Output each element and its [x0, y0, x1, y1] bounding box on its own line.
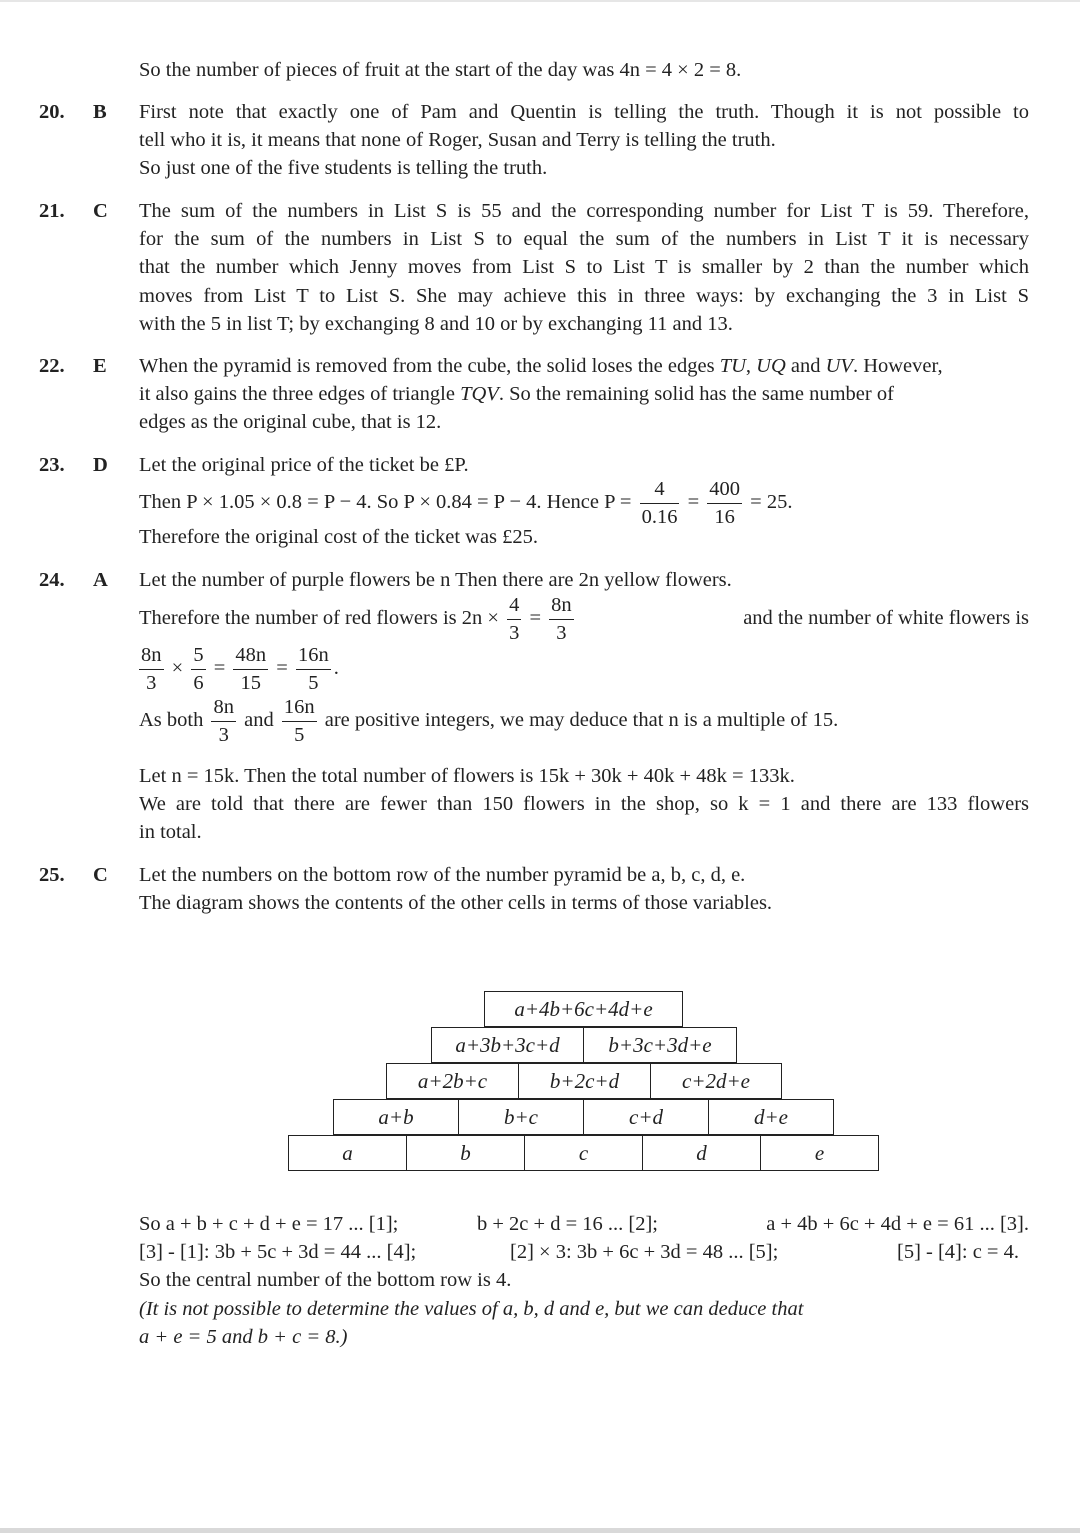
q25-number: 25.: [39, 864, 65, 886]
pyramid-row4-cell-1: a+3b+3c+d: [431, 1027, 584, 1063]
pyramid-row3-cell-2: b+2c+d: [518, 1063, 651, 1099]
edge-tu: TU: [719, 355, 746, 377]
q21-line-3: that the number which Jenny moves from List S to List T is smaller by 2 than the number which: [139, 256, 1029, 278]
q25-equations-2: [3] - [1]: 3b + 5c + 3d = 44 ... [4]; [2] × 3: 3b + 6c + 3d = 48 ... [5]; [5] - [4]: c = 4.: [139, 1241, 1019, 1263]
q24-line-4: As both $\frac{8n}{3}$ and $\frac{16n}{5}$ are positive integers, we may deduce that n is a multiple of 15.: [139, 696, 839, 746]
q20-line-1: First note that exactly one of Pam and Quentin is telling the truth. Though it is not possible to: [139, 101, 1029, 123]
q24-line-7: in total.: [139, 821, 202, 843]
fraction-400-over-16: $\frac{400}{16}$: [709, 478, 741, 528]
q20-line-2: tell who it is, it means that none of Roger, Susan and Terry is telling the truth.: [139, 129, 776, 151]
pyramid-row3-cell-1: a+2b+c: [386, 1063, 519, 1099]
fraction-16n-over-5: $\frac{16n}{5}$: [297, 644, 329, 694]
pyramid-row1-cell-b: b: [406, 1135, 525, 1171]
intro-line: So the number of pieces of fruit at the start of the day was 4n = 4 × 2 = 8.: [139, 59, 742, 81]
q20-line-3: So just one of the five students is telling the truth.: [139, 157, 548, 179]
edge-uv: UV: [825, 355, 853, 377]
fraction-8n-over-3: $\frac{8n}{3}$: [551, 594, 572, 644]
q21-line-2: for the sum of the numbers in List S to equal the sum of the numbers in List T it is necessary: [139, 228, 1029, 250]
q23-line-2: Then P × 1.05 × 0.8 = P − 4. So P × 0.84 = P − 4. Hence P = $\frac{4}{0.16}$ = $\frac{400}{16}$ = 25.: [139, 478, 793, 528]
fraction-5-over-6: $\frac{5}{6}$: [193, 644, 204, 694]
q25-equations-1: So a + b + c + d + e = 17 ... [1]; b + 2c + d = 16 ... [2]; a + 4b + 6c + 4d + e = 61 ... [3].: [139, 1213, 1029, 1235]
q25-line-3: So the central number of the bottom row is 4.: [139, 1269, 512, 1291]
pyramid-row2-cell-3: c+d: [583, 1099, 709, 1135]
q24-number: 24.: [39, 569, 65, 591]
q25-note-2: a + e = 5 and b + c = 8.): [139, 1326, 348, 1348]
q22-answer: E: [93, 355, 107, 377]
q23-line-1: Let the original price of the ticket be £P.: [139, 454, 469, 476]
fraction-4-over-3: $\frac{4}{3}$: [509, 594, 520, 644]
q25-line-2: The diagram shows the contents of the other cells in terms of those variables.: [139, 892, 773, 914]
q24-line-6: We are told that there are fewer than 150 flowers in the shop, so k = 1 and there are 133 flowers: [139, 793, 1029, 815]
q20-answer: B: [93, 101, 107, 123]
pyramid-row2-cell-2: b+c: [458, 1099, 584, 1135]
fraction-16n-over-5b: $\frac{16n}{5}$: [283, 696, 315, 746]
q22-number: 22.: [39, 355, 65, 377]
pyramid-row1-cell-c: c: [524, 1135, 643, 1171]
q23-number: 23.: [39, 454, 65, 476]
q24-line-1: Let the number of purple flowers be n Then there are 2n yellow flowers.: [139, 569, 732, 591]
pyramid-row2-cell-4: d+e: [708, 1099, 834, 1135]
page-top-border: [0, 0, 1080, 2]
triangle-tqv: TQV: [460, 383, 499, 405]
q22-line-3: edges as the original cube, that is 12.: [139, 411, 442, 433]
pyramid-row1-cell-e: e: [760, 1135, 879, 1171]
fraction-48n-over-15: $\frac{48n}{15}$: [235, 644, 267, 694]
q21-line-5: with the 5 in list T; by exchanging 8 and 10 or by exchanging 11 and 13.: [139, 313, 733, 335]
q25-answer: C: [93, 864, 108, 886]
q24-line-3: $\frac{8n}{3}$ × $\frac{5}{6}$ = $\frac{48n}{15}$ = $\frac{16n}{5}$ .: [141, 644, 339, 694]
q24-answer: A: [93, 569, 108, 591]
q22-line-2: it also gains the three edges of triangle TQV. So the remaining solid has the same number of: [139, 383, 894, 405]
fraction-8n-over-3b: $\frac{8n}{3}$: [141, 644, 162, 694]
pyramid-row1-cell-a: a: [288, 1135, 407, 1171]
q21-answer: C: [93, 200, 108, 222]
edge-uq: UQ: [756, 355, 786, 377]
q21-line-1: The sum of the numbers in List S is 55 and the corresponding number for List T is 59. Therefore,: [139, 200, 1029, 222]
q24-line-2: Therefore the number of red flowers is 2n × $\frac{4}{3}$ = $\frac{8n}{3}$ and the number of white flowers is: [139, 594, 1029, 644]
q22-line-1: When the pyramid is removed from the cube, the solid loses the edges TU, UQ and UV. However,: [139, 355, 943, 377]
q21-line-4: moves from List T to List S. She may achieve this in three ways: by exchanging the 3 in List S: [139, 285, 1029, 307]
fraction-4-over-0.16: $\frac{4}{0.16}$: [641, 478, 678, 528]
page-bottom-border: [0, 1528, 1080, 1533]
pyramid-row2-cell-1: a+b: [333, 1099, 459, 1135]
q24-line-5: Let n = 15k. Then the total number of flowers is 15k + 30k + 40k + 48k = 133k.: [139, 765, 795, 787]
q20-number: 20.: [39, 101, 65, 123]
pyramid-row5-cell-1: a+4b+6c+4d+e: [484, 991, 683, 1027]
q25-note-1: (It is not possible to determine the values of a, b, d and e, but we can deduce that: [139, 1298, 804, 1320]
q23-answer: D: [93, 454, 108, 476]
q21-number: 21.: [39, 200, 65, 222]
pyramid-row1-cell-d: d: [642, 1135, 761, 1171]
q25-line-1: Let the numbers on the bottom row of the number pyramid be a, b, c, d, e.: [139, 864, 746, 886]
pyramid-row3-cell-3: c+2d+e: [650, 1063, 782, 1099]
pyramid-row4-cell-2: b+3c+3d+e: [583, 1027, 737, 1063]
q23-line-3: Therefore the original cost of the ticket was £25.: [139, 526, 539, 548]
fraction-8n-over-3c: $\frac{8n}{3}$: [213, 696, 234, 746]
